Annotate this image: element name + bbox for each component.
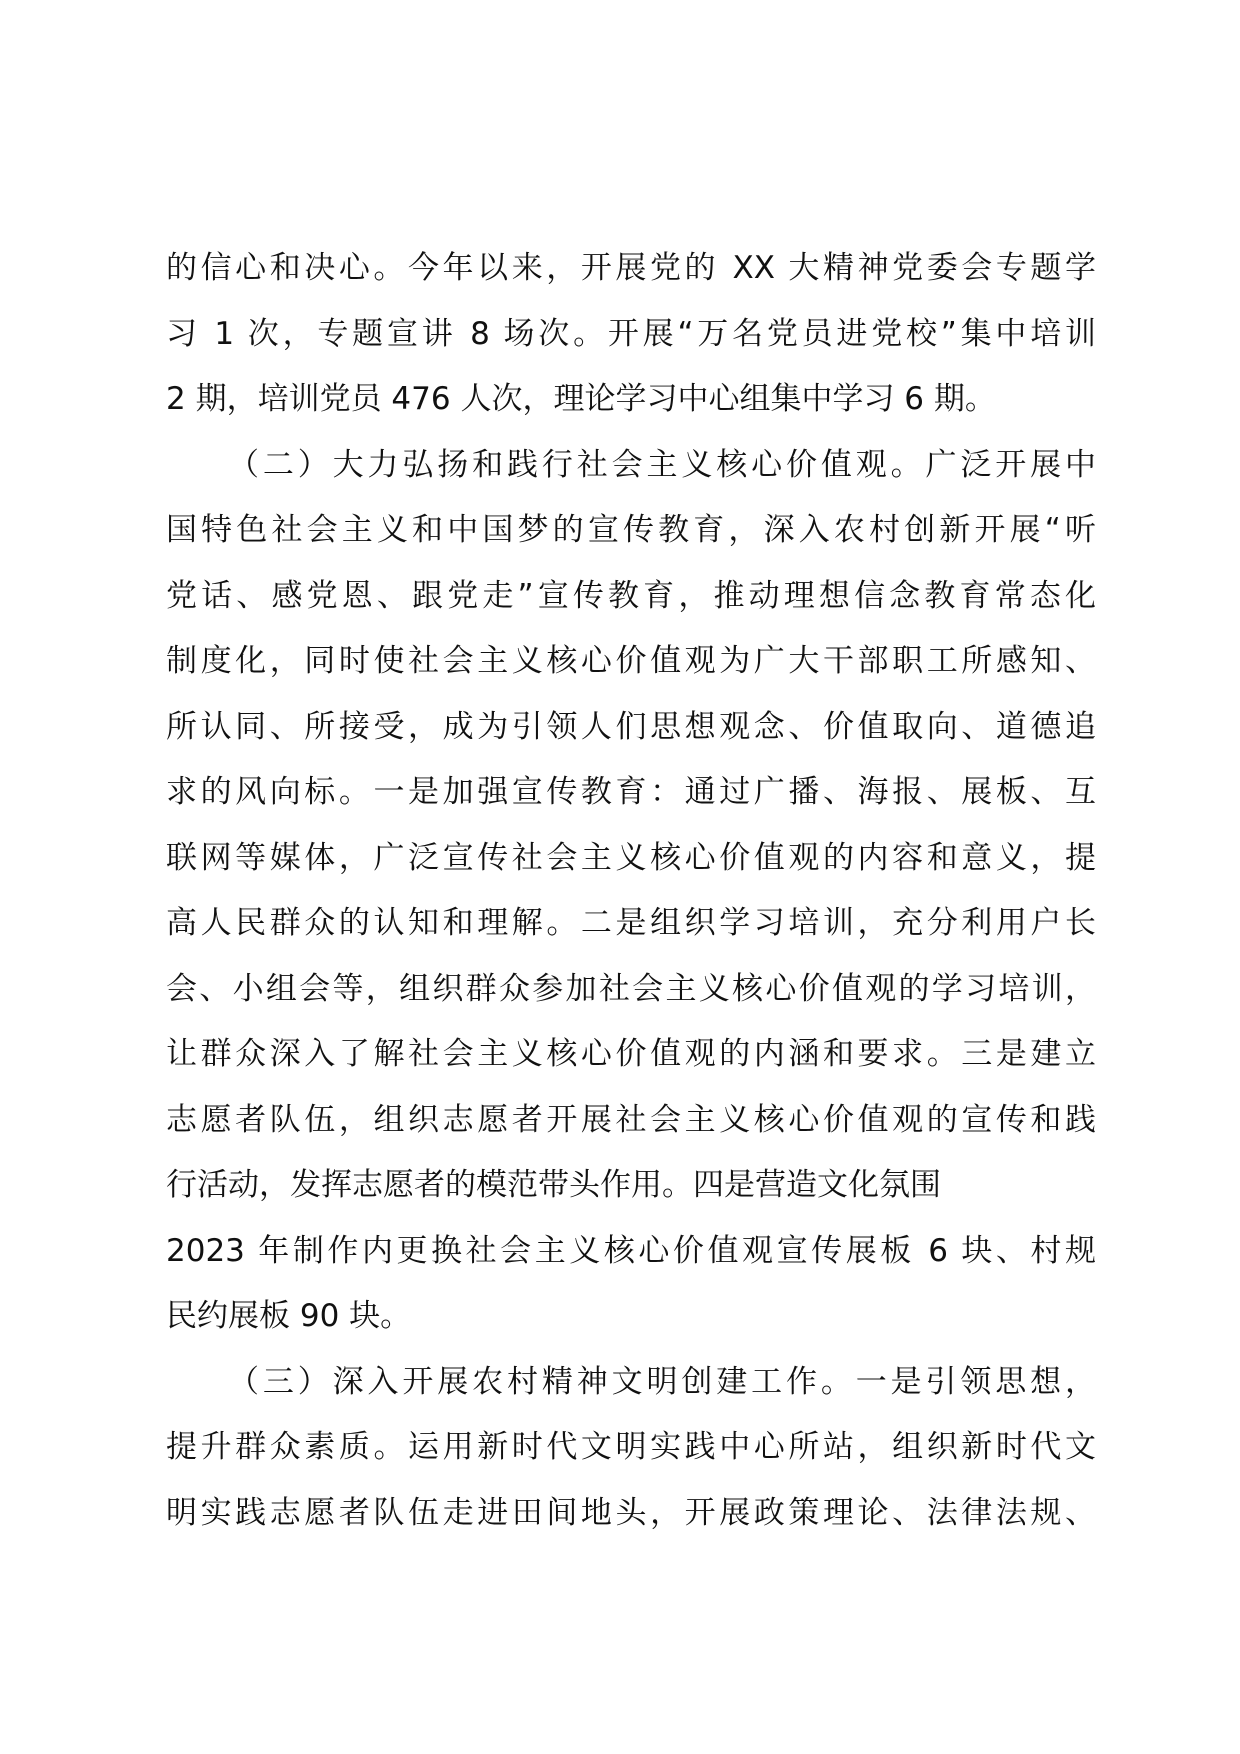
text-line: 行活动，发挥志愿者的模范带头作用。四是营造文化氛围 <box>166 1167 941 1203</box>
text-line: 所认同、所接受，成为引领人们思想观念、价值取向、道德追 <box>166 708 1096 745</box>
text-line: 党话、感党恩、跟党走”宣传教育，推动理想信念教育常态化 <box>166 577 1096 614</box>
paragraph-2 <box>166 433 1096 1350</box>
text-line: 的信心和决心。今年以来，开展党的 XX 大精神党委会专题学 <box>166 250 1096 286</box>
text-line: 联网等媒体，广泛宣传社会主义核心价值观的内容和意义，提 <box>166 839 1096 876</box>
text-line: 明实践志愿者队伍走进田间地头，开展政策理论、法律法规、 <box>166 1494 1096 1531</box>
text-line: 求的风向标。一是加强宣传教育：通过广播、海报、展板、互 <box>166 774 1096 810</box>
text-line: （三）深入开展农村精神文明创建工作。一是引领思想， <box>228 1363 1096 1400</box>
document-body <box>166 236 1096 1546</box>
text-line: 2 期，培训党员 476 人次，理论学习中心组集中学习 6 期。 <box>166 381 996 417</box>
text-line: 提升群众素质。运用新时代文明实践中心所站，组织新时代文 <box>166 1429 1096 1465</box>
paragraph-3 <box>166 1350 1096 1547</box>
text-line: 让群众深入了解社会主义核心价值观的内涵和要求。三是建立 <box>166 1036 1096 1072</box>
text-line: 制度化，同时使社会主义核心价值观为广大干部职工所感知、 <box>166 643 1096 679</box>
text-line: 会、小组会等，组织群众参加社会主义核心价值观的学习培训， <box>166 970 1096 1007</box>
paragraph-1 <box>166 236 1096 433</box>
text-line: 2023 年制作内更换社会主义核心价值观宣传展板 6 块、村规 <box>166 1232 1096 1269</box>
text-line: 民约展板 90 块。 <box>166 1298 412 1334</box>
text-line: 高人民群众的认知和理解。二是组织学习培训，充分利用户长 <box>166 905 1096 941</box>
text-line: （二）大力弘扬和践行社会主义核心价值观。广泛开展中 <box>228 446 1096 483</box>
text-line: 志愿者队伍，组织志愿者开展社会主义核心价值观的宣传和践 <box>166 1101 1096 1138</box>
text-line: 习 1 次，专题宣讲 8 场次。开展“万名党员进党校”集中培训 <box>166 315 1096 352</box>
text-line: 国特色社会主义和中国梦的宣传教育，深入农村创新开展“听 <box>166 512 1096 548</box>
